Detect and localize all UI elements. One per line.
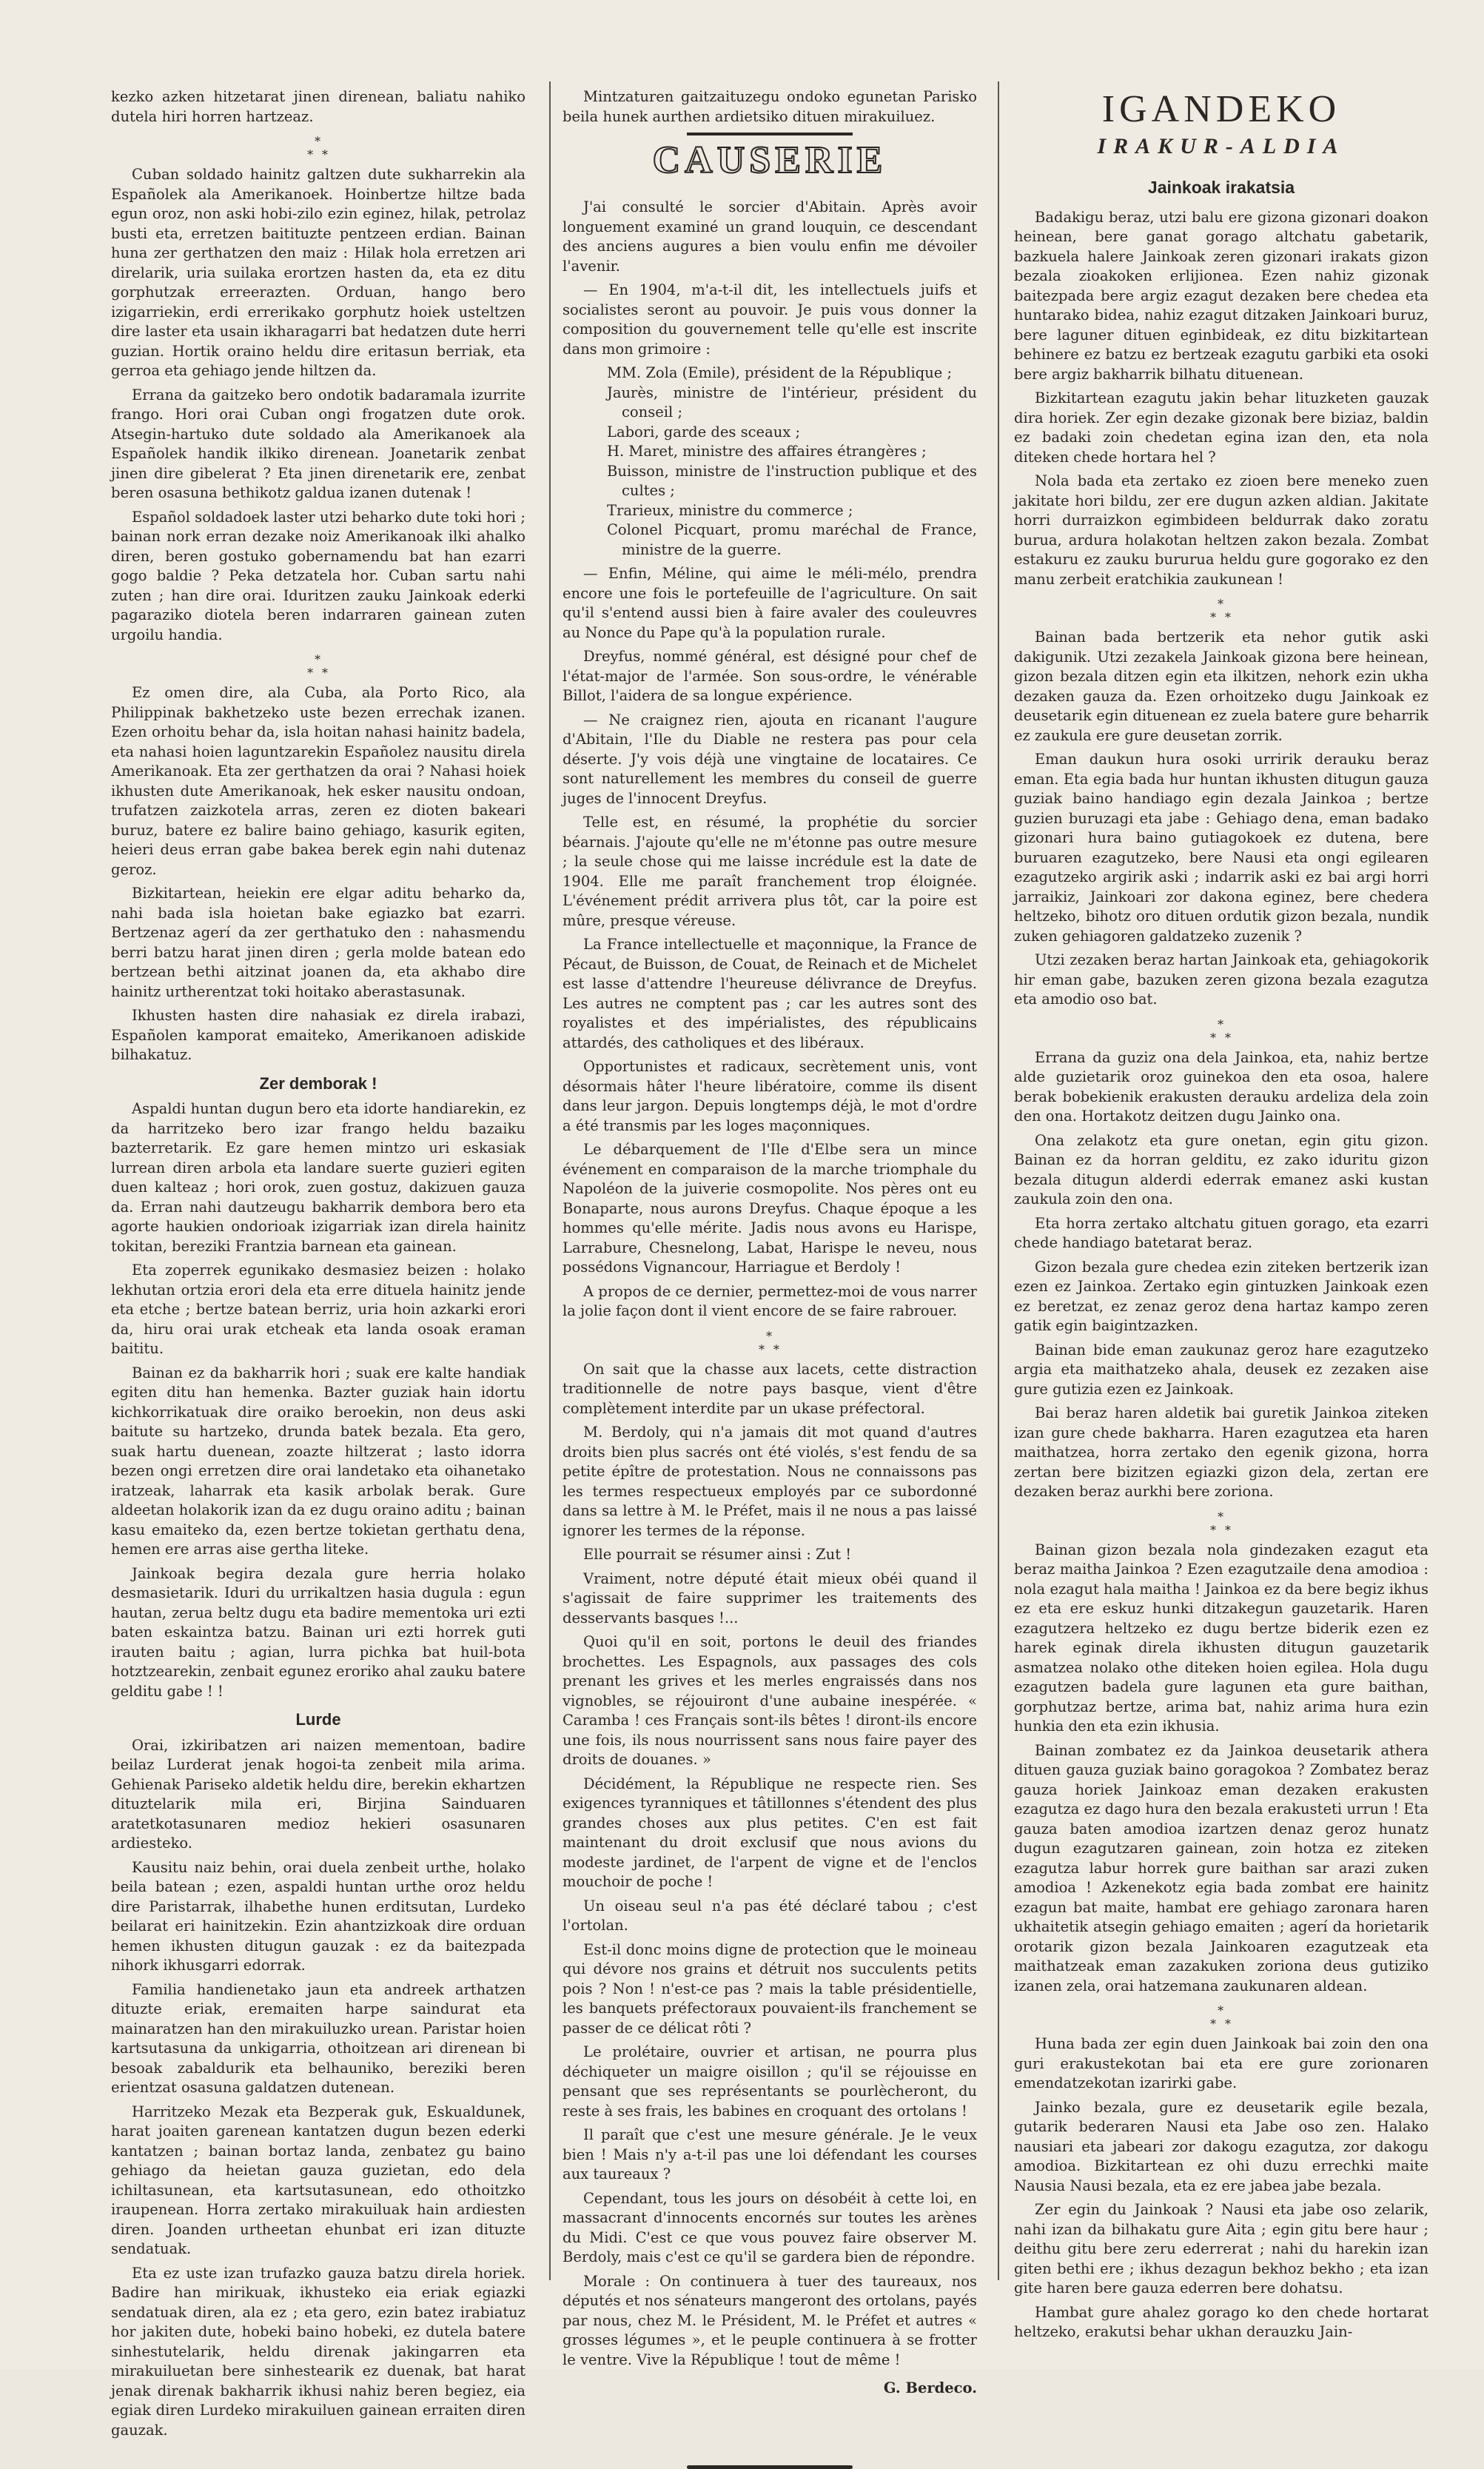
paragraph: Le débarquement de l'Ile d'Elbe sera un mince événement en comparaison de la marche triomphale du Napoléon de la juiverie cosmopolite. Nos pères ont eu Bonaparte, nous aurons Dreyfus. Chaque époque a les hommes qu'elle mérite. Jadis nous avons eu Harispe, Larrabure, Chesnelong, Labat, Harispe le neveu, nous possédons Vignancour, Harriague et Berdoly !	[563, 1141, 977, 1276]
paragraph: Bizkitartean, heiekin ere elgar aditu beharko da, nahi bada isla hoietan bake egiazko bat ezarri. Bertzenaz agerí da zer gerthatuko den : nahasmendu berri batzu harat jinen diren ; gerla molde batean edo bertzean bethi aitzinat joanen da, eta akhabo dire hainitz urtherentzat toki hoitako aberastasunak.	[111, 885, 526, 1000]
paragraph: Harritzeko Mezak eta Bezperak guk, Eskualdunek, harat joaiten garenean kantatzen dugun bezen ederki kantatzen ; bainan bortaz landa, zenbatez gu baino gehiago da heietan gauza guzietan, edo dela ichiltasunean, eta kartsutasunean, edo othoitzko iraupenean. Horra zertako mirakuiluak hain ardiesten diren. Joanden urtheetan ehunbat eri izan dituzte sendatuak.	[111, 2103, 526, 2257]
paragraph: Vraiment, notre député était mieux obéi quand il s'agissait de faire supprimer les traitements des desservants basques !...	[563, 1569, 977, 1627]
paragraph: Cependant, tous les jours on désobéit à cette loi, en massacrant d'innocents encornés sur toutes les arènes du Midi. C'est ce que vous pouvez faire observer M. Berdoly, mais c'est ce qu'il se gardera bien de répondre.	[563, 2189, 977, 2265]
paragraph: Hambat gure ahalez gorago ko den chede hortarat heltzeko, erakutsi behar ukhan derauzku Jain-	[1014, 2303, 1428, 2340]
paragraph: Le prolétaire, ouvrier et artisan, ne pourra plus déchiqueter un maigre oisillon ; qu'il se réjouisse en pensant que ses représentants se pourlècheront, du reste à ses frais, les babines en croquant des ortolans !	[563, 2043, 977, 2120]
paragraph: Bai beraz haren aldetik bai guretik Jainkoa ziteken izan gure chede bakharra. Haren ezagutzea eta haren maithatzea, horra zertako den egenik gizona, horra zertan bere bizitzen egiazki gizon dela, zertan ere dezaken beraz aurkhi bere zoriona.	[1014, 1404, 1428, 1500]
paragraph: Bainan bada bertzerik eta nehor gutik aski dakigunik. Utzi zezakela Jainkoak gizona bere heinean, gizon bezala ditzen egin eta ilkitzen, nehork ezin ukha dezaken gauza da. Ezen orhoitzeko dugu Jainkoak ez deusetarik egin dituenean ez zuela batere gure beharrik ez zaukula ere gure deusetan zorrik.	[1014, 629, 1428, 744]
ornament-rule	[687, 133, 853, 135]
paragraph: Un oiseau seul n'a pas été déclaré tabou ; c'est l'ortolan.	[563, 1897, 977, 1934]
list-item: MM. Zola (Emile), président de la République ;	[607, 364, 953, 381]
paragraph: Eta horra zertako altchatu gituen gorago, eta ezarri chede handiago batetarat beraz.	[1014, 1214, 1428, 1251]
separator-stars: ∗ ∗ ∗	[306, 132, 331, 159]
column-middle	[563, 87, 977, 2396]
masthead-title: IGANDEKO	[1101, 88, 1341, 130]
paragraph: M. Berdoly, qui n'a jamais dit mot quand d'autres droits bien plus sacrés ont été violés, s'est fendu de sa petite épître de protestation. Nous ne connaissons pas les termes respectueux employés par ce subordonné dans sa lettre à M. le Préfet, mais il ne nous a pas laissé ignorer les termes de la réponse.	[563, 1424, 977, 1539]
masthead-subtitle: IRAKUR-ALDIA	[1097, 134, 1346, 158]
paragraph: — Ne craignez rien, ajouta en ricanant l'augure d'Abitain, l'Ile du Diable ne restera pas pour cela déserte. J'y vois déjà une vingtaine de locataires. Ce sont naturellement les membres du conseil de guerre juges de l'innocent Dreyfus.	[563, 711, 977, 807]
separator-stars: ∗ ∗ ∗	[1209, 1014, 1234, 1042]
paragraph: Quoi qu'il en soit, portons le deuil des friandes brochettes. Les Espagnols, aux passages des cols prenant les grives et les merles engraissés dans nos vignobles, se réjouiront d'une aubaine inespérée. « Caramba ! ces Français sont-ils bêtes ! diront-ils encore une fois, ils nous nourrissent sans nous faire payer des droits de douanes. »	[563, 1633, 977, 1768]
paragraph: Bainan zombatez ez da Jainkoa deusetarik athera dituen gauza guziak baino goragokoa ? Zombatez beraz gauza horiek Jainkoaz eman dezaken erakusten ezagutza ez dago hura den bezala erakusteti urrun ! Eta gauza baten amodioa izartzen denaz geroz hunatz dugun ezagutzaren gainean, zoin hotza ez ziteken ezagutza labur horrek gure baithan sar arazi zuken amodioa ! Azkenekotz egia bada zombat ere hainitz ezagun bat maite, hambat ere gehiago zaronara haren ukhaitetik atsegin gehiago emaiten ; agerí da horietarik orotarik gizon bezala Jainkoaren ezagutzeak eta maithatzeak eman zazakuken zoriona deus gutiziko izanen zela, orai hatzemana zaukunaren aldean.	[1014, 1741, 1428, 1994]
list-item: Trarieux, ministre du commerce ;	[607, 501, 853, 519]
paragraph: Elle pourrait se résumer ainsi : Zut !	[583, 1546, 852, 1563]
paragraph: Kausitu naiz behin, orai duela zenbeit urthe, holako beila batean ; ezen, aspaldi huntan urthe oroz heldu dire Paristarrak, ilhabethe hunen erditsutan, Lurdeko beilarat eri hainitzekin. Ezin ahantzizkoak dire orduan hemen ikhusten ditugun gauzak : ez da baitezpada nihork ikhusgarri edorrak.	[111, 1858, 526, 1974]
paragraph: Errana da guziz ona dela Jainkoa, eta, nahiz bertze alde guzietarik oroz guinekoa den eta osoa, halere berak bobekienik erakusten derauku ardeliza dela zoin den ona. Hortakotz deitzen dugu Jainko ona.	[1014, 1048, 1428, 1125]
cabinet-list	[563, 364, 977, 560]
paragraph: La France intellectuelle et maçonnique, la France de Pécaut, de Buisson, de Couat, de Reinach et de Michelet est lasse d'attendre l'heureuse délivrance de Dreyfus. Les autres ne comptent pas ; car les autres sont des royalistes et des impérialistes, des républicains attardés, des catholiques et des libéraux.	[563, 936, 977, 1051]
paragraph: Eman daukun hura osoki urririk derauku beraz eman. Eta egia bada hur huntan ikhusten ditugun gauza guziak baino handiago egin dezala Jainkoa ; bertze guzien buruzagi eta jabe : Gehiago dena, eman badako gizonari hura baino gutiagokoek ez dutena, bere buruaren ezagutzeko, bere Nausi eta ongi egilearen ezagutzeko argirik aski ; indarrik aski ez bai argi horri jarraikiz, Jainkoari zor dakona eginez, bere chedera heltzeko, bihotz oro dituen ordutik gizon bezala, nundik zuken gehiagoren galdatzeko zuzenik ?	[1014, 751, 1428, 945]
list-item: Labori, garde des sceaux ;	[607, 423, 801, 440]
section-heading: Lurde	[295, 1710, 341, 1729]
paragraph: J'ai consulté le sorcier d'Abitain. Après avoir longuement examiné un grand louquin, ce descendant des anciens augures a bien voulu enfin me dévoiler l'avenir.	[563, 198, 977, 275]
column-right	[1014, 87, 1428, 2340]
separator-stars: ∗ ∗ ∗	[1209, 1507, 1234, 1535]
section-heading: Zer demborak !	[259, 1073, 377, 1093]
paragraph: Bizkitartean ezagutu jakin behar lituzketen gauzak dira horiek. Zer egin dezake gizonak bere biziaz, baldin ez badaki zoin chedetan egina izan den, eta nola diteken chede hortara hel ?	[1014, 389, 1428, 466]
paragraph: Aspaldi huntan dugun bero eta idorte handiarekin, ez da harritzeko bero izar frango heldu bazaiku bazterretarik. Ez gare hemen mintzo uri eskasiak lurrean diren arbola eta landare suerte guzieri egiten duen kalteaz ; hori orok, zuen gostuz, dakizuen gauza da. Erran nahi dautzeugu bakharrik dembora bero eta agorte haukien ondorioak izigarriak izan direla hainitz tokitan, bereziki Frantzia barnean eta gainean.	[111, 1100, 526, 1255]
ornament-rule	[687, 2465, 853, 2469]
paragraph: Huna bada zer egin duen Jainkoak bai zoin den ona guri erakustekotan bai eta ere gure zorionaren emendatzekotan izarirki gabe.	[1014, 2035, 1428, 2091]
paragraph: Est-il donc moins digne de protection que le moineau qui dévore nos grains et détruit nos succulents petits pois ? Non ! n'est-ce pas ? mais la table présidentielle, les banquets préfectoraux pouvaient-ils franchement se passer de ce délicat rôti ?	[563, 1940, 977, 2037]
separator-stars: ∗ ∗ ∗	[757, 1326, 782, 1354]
list-item: Buisson, ministre de l'instruction publique et des cultes ;	[607, 462, 977, 499]
paragraph: Jainko bezala, gure ez deusetarik egile bezala, gutarik bederaren Nausi eta Jabe oso zen. Halako nausiari eta jabeari zor dakogu ezagutza, zor dakogu amodioa. Bizkitartean ez ohi duzu errechki maite Nausia Nausi bezala, eta ez ere jabea jabe bezala.	[1014, 2098, 1428, 2194]
paragraph: Jainkoak begira dezala gure herria holako desmasietarik. Iduri du urrikaltzen hasia dugula : egun hautan, zerua beltz dugu eta badire mementoka uri ezti baten eskaintza batzu. Bainan uri ezti horrek guti irauten baitu ; agian, lurra pichka bat huil-bota hotztzearekin, zenbait egunez eroriko ahal zauku batere gelditu gabe ! !	[111, 1564, 526, 1700]
masthead	[1014, 87, 1428, 198]
paragraph: Opportunistes et radicaux, secrètement unis, vont désormais hâter l'heure libératoire, comme ils disent dans leur jargon. Depuis longtemps déjà, le mot d'ordre a été transmis par les loges maçonniques.	[563, 1058, 977, 1134]
paragraph: Ona zelakotz eta gure onetan, egin gitu gizon. Bainan ez da horran gelditu, ez zako iduritu gizon bezala ditugun alderdi ederrak emanez aski kustan zaukula zoin den ona.	[1014, 1131, 1428, 1207]
paragraph: kezko azken hitzetarat jinen direnean, baliatu nahiko dutela hiri horren hartzeaz.	[111, 88, 526, 125]
paragraph: Nola bada eta zertako ez zioen bere meneko zuen jakitate hori bildu, zer ere dugun azken aldian. Jakitate horri durraizkon egimbideen beldurrak dako zoratu burua, ardura holakotan heltzen zakon bezala. Zombat estakuru ez zauku bururua heldu gure gogorako ez den manu zerbeit eratchikia zaukunean !	[1014, 472, 1428, 588]
paragraph: Mintzaturen gaitzaituzegu ondoko egunetan Parisko beila hunek aurthen ardietsiko dituen mirakuiluez.	[563, 88, 977, 125]
paragraph: Errana da gaitzeko bero ondotik badaramala izurrite frango. Hori orai Cuban ongi frogatzen dute orok. Atsegin-hartuko dute soldado ala Amerikanoek ala Españolek handik ilkiko direnean. Joanetarik zenbat jinen dire gibelerat ? Eta jinen direnetarik ere, zenbat beren osasuna bethikotz galdua izanen dutenak !	[111, 386, 526, 501]
paragraph: — Enfin, Méline, qui aime le méli-mélo, prendra encore une fois le portefeuille de l'agriculture. On sait qu'il s'entend aussi bien à faire avaler des couleuvres au Nonce du Pape qu'à la population rurale.	[563, 565, 977, 641]
list-item: H. Maret, ministre des affaires étrangères ;	[607, 443, 927, 460]
paragraph: Cuban soldado hainitz galtzen dute sukharrekin ala Españolek ala Amerikanoek. Hoinbertze hiltze bada egun oroz, non aski hobi-zilo ezin eginez, hilak, petrolaz busti eta, erretzen baitituzte pentzeen erdian. Bainan huna zer gerthatzen den maiz : Hilak hola erretzen ari direlarik, uria suilaka erortzen hasten da, eta ez ditu gorphutzak erreerazten. Orduan, hango bero izigarriekin, erdi errerikako gorphutz hoiek usteltzen dire laster eta usain ikharagarri bat hedatzen dute herri guzian. Hortik oraino heldu dire eritasun berriak, eta gerroa eta gehiago jende hiltzen da.	[111, 166, 526, 379]
separator-stars: ∗ ∗ ∗	[1209, 2001, 1234, 2029]
causerie-header	[563, 133, 977, 181]
paragraph: Orai, izkiribatzen ari naizen mementoan, badire beilaz Lurderat jenak hogoi-ta zenbeit mila arima. Gehienak Pariseko aldetik heldu dire, berekin ekhartzen dituztelarik mila eri, Birjina Sainduaren aratetkotasunaren medioz hekieri osasunaren ardiesteko.	[111, 1736, 526, 1852]
separator-stars: ∗ ∗ ∗	[306, 650, 331, 677]
column-left	[111, 87, 526, 2439]
column-rule-left	[549, 81, 551, 2280]
paragraph: Utzi zezaken beraz hartan Jainkoak eta, gehiagokorik hir eman gabe, bazuken zeren gizona bezala ezagutza eta amodio oso bat.	[1014, 951, 1428, 1008]
paragraph: Dreyfus, nommé général, est désigné pour chef de l'état-major de l'armée. Son sous-ordre, le vénérable Billot, l'aidera de sa longue expérience.	[563, 648, 977, 704]
paragraph: Familia handienetako jaun eta andreek arthatzen dituzte eriak, eremaiten harpe saindurat eta mainaratzen han den mirakuiluzko urean. Paristar hoien kartsutasuna da unkigarria, othoitzean ari direnean bi besoak zabaldurik eta belhauniko, bereziki beren erientzat osasuna galdatzen dutenean.	[111, 1980, 526, 2096]
paragraph: Il paraît que c'est une mesure générale. Je le veux bien ! Mais n'y a-t-il pas une loi défendant les courses aux taureaux ?	[563, 2126, 977, 2182]
paragraph: Bainan gizon bezala nola gindezaken ezagut eta beraz maitha Jainkoa ? Ezen ezagutzaile dena amodioa : nola ezagut hala maitha ! Jainkoa ez da bere begiz ikhus ez eta ere eskuz hunki ditzakegun gauzetarik. Haren ezagutzera heltzeko ez dugu bertze biderik ezen ez harek eginak direla ikhusten ditugun gauzetarik asmatzea nolako othe diteken hoien egilea. Hola dugu ezagutzen badela gure lagunen eta gure baithan, gorphutzaz bertze, arima bat, nahiz arima hura ezin hunkia den eta ezin ikhusia.	[1014, 1541, 1428, 1735]
paragraph: Telle est, en résumé, la prophétie du sorcier béarnais. J'ajoute qu'elle ne m'étonne pas outre mesure ; la seule chose qui me laisse incrédule est la date de 1904. Elle me paraît franchement trop éloignée. L'événement prédit arrivera plus tôt, car la poire est mûre, presque véreuse.	[563, 814, 977, 929]
paragraph: Eta zoperrek egunikako desmasiez beizen : holako lekhutan ortzia erori dela eta erre dituela hainitz jende eta etche ; bertze batean berriz, uria hoin azkarki erori da, hiru orai urak etcheak eta landa osoak eraman baititu.	[111, 1262, 526, 1357]
paragraph: — En 1904, m'a-t-il dit, les intellectuels juifs et socialistes seront au pouvoir. Je puis vous donner la composition du gouvernement telle qu'elle est inscrite dans mon grimoire :	[563, 281, 977, 358]
paragraph: Gizon bezala gure chedea ezin ziteken bertzerik izan ezen ez Jainkoa. Zertako egin gintuzken Jainkoak ezen ez beretzat, ez zenaz geroz dena hartaz kampo zeren gatik egin baigintzazken.	[1014, 1258, 1428, 1334]
paragraph: Badakigu beraz, utzi balu ere gizona gizonari doakon heinean, bere ganat gorago altchatu gabetarik, bazkuela halere Jainkoak zeren gizonari irakats gizon bezala zioakoken erlijionea. Ezen nahiz gizonak baitezpada bere argiz ezagut dezaken bere chedea eta huntarako bidea, nahiz ezagut ditzaken Jainkoari buruz, bere laguner dituen eginbideak, ez ditu bizkitartean behinere ez batzu ez bertzeak ezagutu garbiki eta osoki bere argiz bakharrik bilhatu dituenean.	[1014, 208, 1428, 383]
paragraph: Español soldadoek laster utzi beharko dute toki hori ; bainan nork erran dezake noiz Amerikanoak ilki ahalko diren, beren gostuko gobernamendu bat han ezarri gogo baldie ? Peka detzatela hor. Cuban sartu nahi zuten ; han dire orai. Iduritzen zauku Jainkoak ederki pagaraziko diotela beren indarraren gainean zuten urgoilu handia.	[111, 508, 526, 643]
paragraph: On sait que la chasse aux lacets, cette distraction traditionnelle de notre pays basque, vient d'être complètement interdite par un ukase préfectoral.	[563, 1360, 977, 1417]
list-item: Colonel Picquart, promu maréchal de France, ministre de la guerre.	[607, 521, 977, 558]
list-item: Jaurès, ministre de l'intérieur, président du conseil ;	[607, 383, 977, 421]
paragraph: Bainan ez da bakharrik hori ; suak ere kalte handiak egiten ditu han hemenka. Bazter guziak hain idortu kichkorrikatuak dire oraiko beroekin, non deus aski baitute su hartzeko, drunda batek bezala. Eta gero, suak hartu duenean, zoazte hiltzerat ; lasto idorra bezen ongi erretzen dire orai landetako eta oihanetako iratzeak, laharrak eta kasik arbolak berak. Gure aldeetan holakorik izan da ez dugu oraino aditu ; bainan kasu emaiteko da, ezen bertze tokietan gerthatu dena, hemen ere arras aise gertha liteke.	[111, 1364, 526, 1558]
paragraph: Ez omen dire, ala Cuba, ala Porto Rico, ala Philippinak bakhetzeko uste bezen errechak izanen. Ezen orhoitu behar da, isla hoitan nahasi hainitz badela, eta nahasi hoien laguntzarekin Españolez nausitu direla Amerikanoak. Eta zer gerthatzen da orai ? Nahasi hoiek ikhusten dute Amerikanoak, hek esker nausitu ondoan, trufatzen zaizkotela arras, zeren ez dioten bakeari buruz, batere ez balire baino gehiago, kasurik egiten, heieri deus erran gabe bakea berek egin nahi dutenaz geroz.	[111, 684, 526, 878]
paragraph: Eta ez uste izan trufazko gauza batzu direla horiek. Badire han mirikuak, ikhusteko eia eriak egiazki sendatuak diren, ala ez ; eta gero, ezin batez irabiatuz hor jakiten dute, hobeki baino hobeki, ez dutela batere sinhestutelarik, heldu direnak jakingarren eta mirakuiluetan bere sinhestearik ez duenak, bat harat jenak direnak bakharrik ikhusi nahiz beren begiez, eia egiak diren Lurdeko mirakuiluen gainean erraiten diren gauzak.	[111, 2264, 526, 2439]
paragraph: A propos de ce dernier, permettez-moi de vous narrer la jolie façon dont il vient encore de se faire rabrouer.	[563, 1282, 977, 1319]
paragraph: Morale : On continuera à tuer des taureaux, nos députés et nos sénateurs mangeront des ortolans, payés par nous, chez M. le Président, M. le Préfet et autres « grosses légumes », et le peuple continuera à se frotter le ventre. Vive la République ! tout de même !	[563, 2272, 977, 2368]
paragraph: Décidément, la République ne respecte rien. Ses exigences tyranniques et tâtillonnes s'étendent des plus grandes choses aux plus petites. C'en est fait maintenant du droit exclusif que nous avions du modeste jardinet, de l'arpent de vigne et de l'enclos mouchoir de poche !	[563, 1775, 977, 1890]
paragraph: Zer egin du Jainkoak ? Nausi eta jabe oso zelarik, nahi izan da bilhakatu gure Aita ; egin gitu bere haur ; deithu gitu bere zeru ederrerat ; nahi du harekin izan giten bethi ere ; ikhus dezagun bekhoz bekho ; eta izan gite haren bere gauza ederren bere dohatsu.	[1014, 2201, 1428, 2297]
separator-stars: ∗ ∗ ∗	[1209, 594, 1234, 622]
paragraph: Bainan bide eman zaukunaz geroz hare ezagutzeko argia eta maithatzeko ahala, deusek ez zezaken aise gure gutizia ezen ez Jainkoak.	[1014, 1341, 1428, 1398]
causerie-title: CAUSERIE	[652, 139, 887, 181]
article-heading: Jainkoak irakatsia	[1147, 178, 1295, 197]
paragraph: Ikhusten hasten dire nahasiak ez direla irabazi, Españolen kamporat emaiteko, Amerikanoen adiskide bilhakatuz.	[111, 1007, 526, 1063]
column-rule-right	[998, 81, 999, 2280]
signature: G. Berdeco.	[883, 2379, 977, 2396]
